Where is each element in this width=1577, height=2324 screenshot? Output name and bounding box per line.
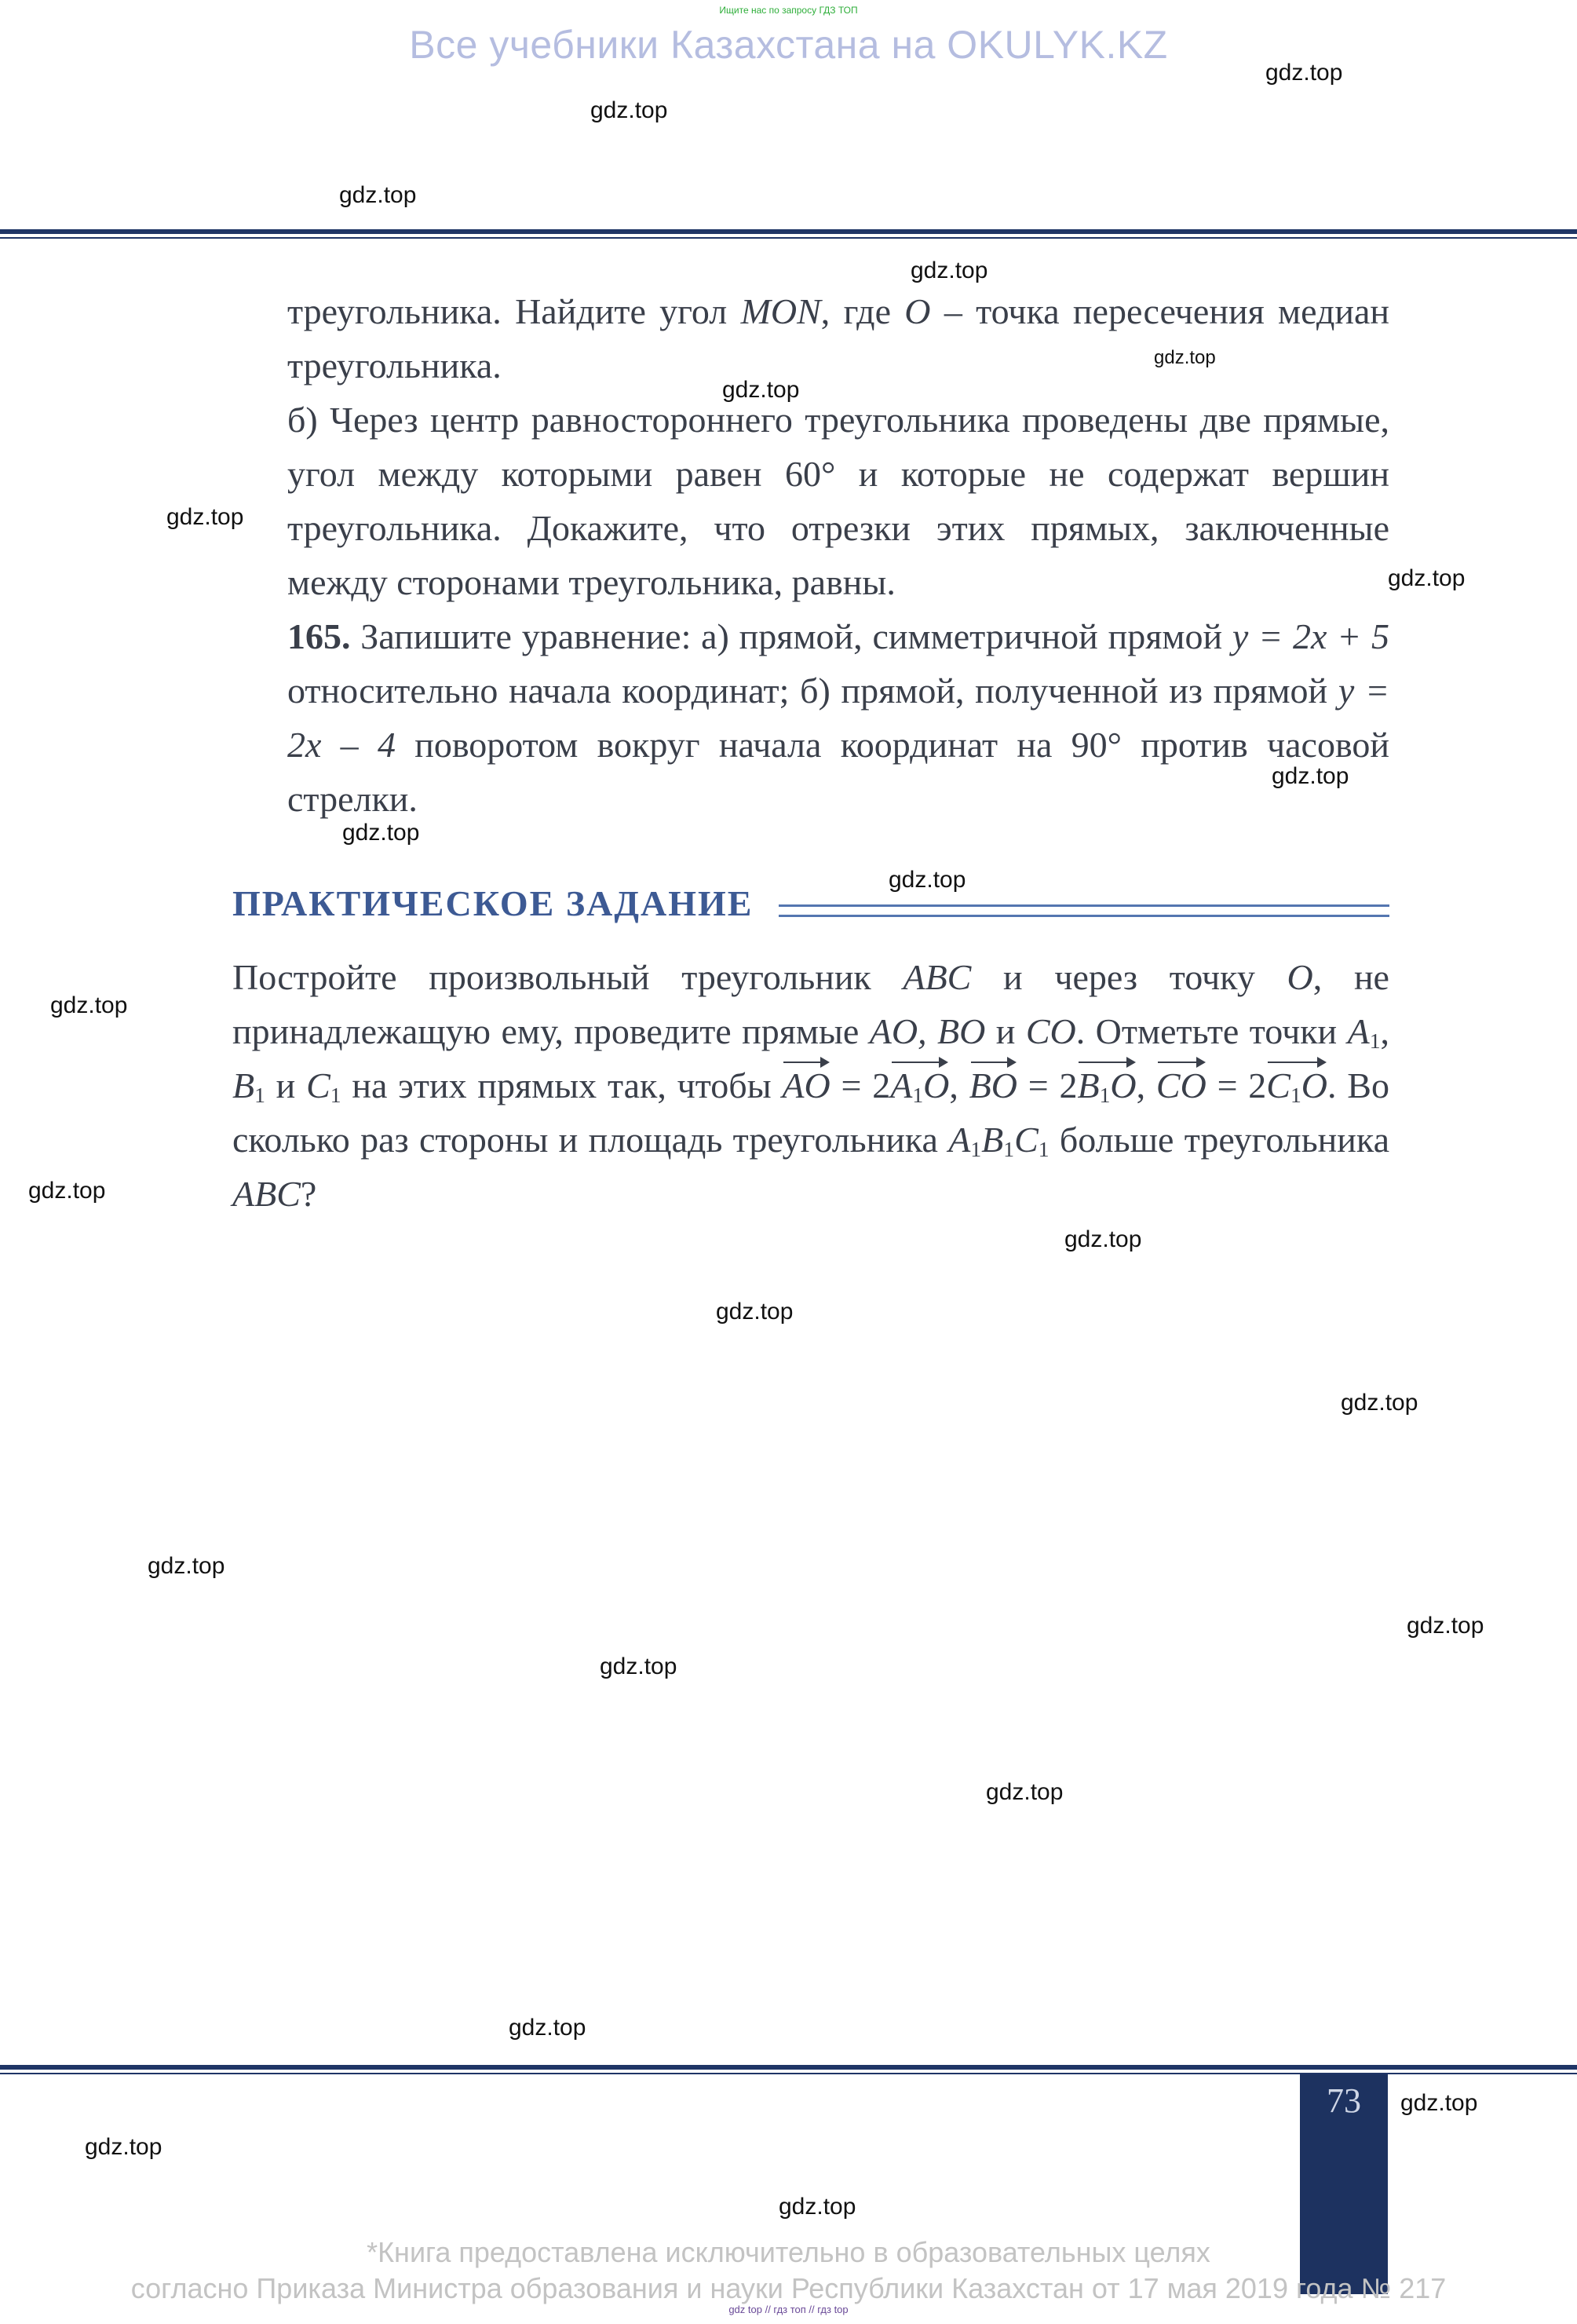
task-165: 165. Запишите уравнение: а) прямой, симметричной прямой y = 2x + 5 относительно начала координат; б) прямой, полученной из прямой y = 2x – 4 поворотом вокруг начала координат на 90° против часовой стрелки. xyxy=(287,616,1389,819)
watermark: gdz.top xyxy=(1341,1390,1418,1416)
task-number: 165. xyxy=(287,616,351,656)
paragraph-b: б) Через центр равностороннего треугольника проведены две прямые, угол между которыми равен 60° и которые не содержат вершин треугольника. Докажите, что отрезки этих прямых, заключенные между сторонами треугольника, равны. xyxy=(287,400,1389,602)
watermark: gdz.top xyxy=(166,504,244,530)
watermark: gdz.top xyxy=(1154,347,1216,368)
watermark: gdz.top xyxy=(148,1553,225,1579)
bottom-rule-thick xyxy=(0,2065,1577,2070)
vector-ao: AO xyxy=(782,1058,830,1113)
page-number: 73 xyxy=(1327,2081,1361,2120)
section-title: ПРАКТИЧЕСКОЕ ЗАДАНИЕ xyxy=(232,883,754,923)
watermark: gdz.top xyxy=(1400,2090,1478,2116)
watermark: gdz.top xyxy=(779,2194,856,2220)
paragraph-continuation: треугольника. Найдите угол MON, где O – точка пересечения медиан треугольника. xyxy=(287,291,1390,386)
watermark: gdz.top xyxy=(339,182,417,208)
footer-note-line2: согласно Приказа Министра образования и науки Республики Казахстан от 17 мая 2019 года № 217 xyxy=(130,2272,1447,2304)
section-title-underline xyxy=(779,904,1389,917)
top-rule-thick xyxy=(0,229,1577,234)
vector-b1o: $B_1O$ xyxy=(1077,1058,1136,1113)
watermark: gdz.top xyxy=(1388,565,1466,591)
vector-bo: BO xyxy=(969,1058,1017,1113)
watermark: gdz.top xyxy=(28,1178,106,1204)
watermark: gdz.top xyxy=(1407,1613,1484,1639)
watermark: gdz.top xyxy=(509,2015,586,2041)
watermark: gdz.top xyxy=(986,1779,1064,1805)
watermark: gdz.top xyxy=(600,1653,677,1679)
watermark: gdz.top xyxy=(1064,1226,1142,1252)
watermark: gdz.top xyxy=(1272,763,1349,789)
watermark: gdz.top xyxy=(342,820,420,846)
watermark: gdz.top xyxy=(716,1299,794,1325)
watermark: gdz.top xyxy=(85,2134,162,2160)
search-hint-link[interactable]: Ищите нас по запросу ГДЗ ТОП xyxy=(719,5,858,16)
watermark: gdz.top xyxy=(722,377,800,403)
problem-text xyxy=(287,284,1389,826)
top-rule-thin xyxy=(0,237,1577,239)
vector-co: CO xyxy=(1156,1058,1206,1113)
watermark: gdz.top xyxy=(889,867,966,893)
practical-task-text: Постройте произвольный треугольник ABC и через точку O, не принадлежащую ему, проведите прямые AO, BO и CO. Отметьте точки $A_1$, $B_1$ и $C_1$ на этих прямых так, чтобы AO = $2A_1O$, BO = $2B_1O$, CO = $2C_1O$. Во сколько раз стороны и площадь треугольника $A_1B_1C_1$ больше треугольника ABC? xyxy=(232,957,1389,1214)
site-title[interactable]: Все учебники Казахстана на OKULYK.KZ xyxy=(409,23,1168,67)
watermark: gdz.top xyxy=(911,258,988,283)
watermark: gdz.top xyxy=(1265,60,1343,86)
footer-links[interactable]: gdz top // гдз топ // гдз top xyxy=(728,2304,849,2315)
footer-note-line1: *Книга предоставлена исключительно в образовательных целях xyxy=(367,2236,1210,2268)
vector-a1o: $A_1O$ xyxy=(890,1058,949,1113)
vector-c1o: $C_1O$ xyxy=(1266,1058,1327,1113)
watermark: gdz.top xyxy=(590,97,668,123)
watermark: gdz.top xyxy=(50,992,128,1018)
